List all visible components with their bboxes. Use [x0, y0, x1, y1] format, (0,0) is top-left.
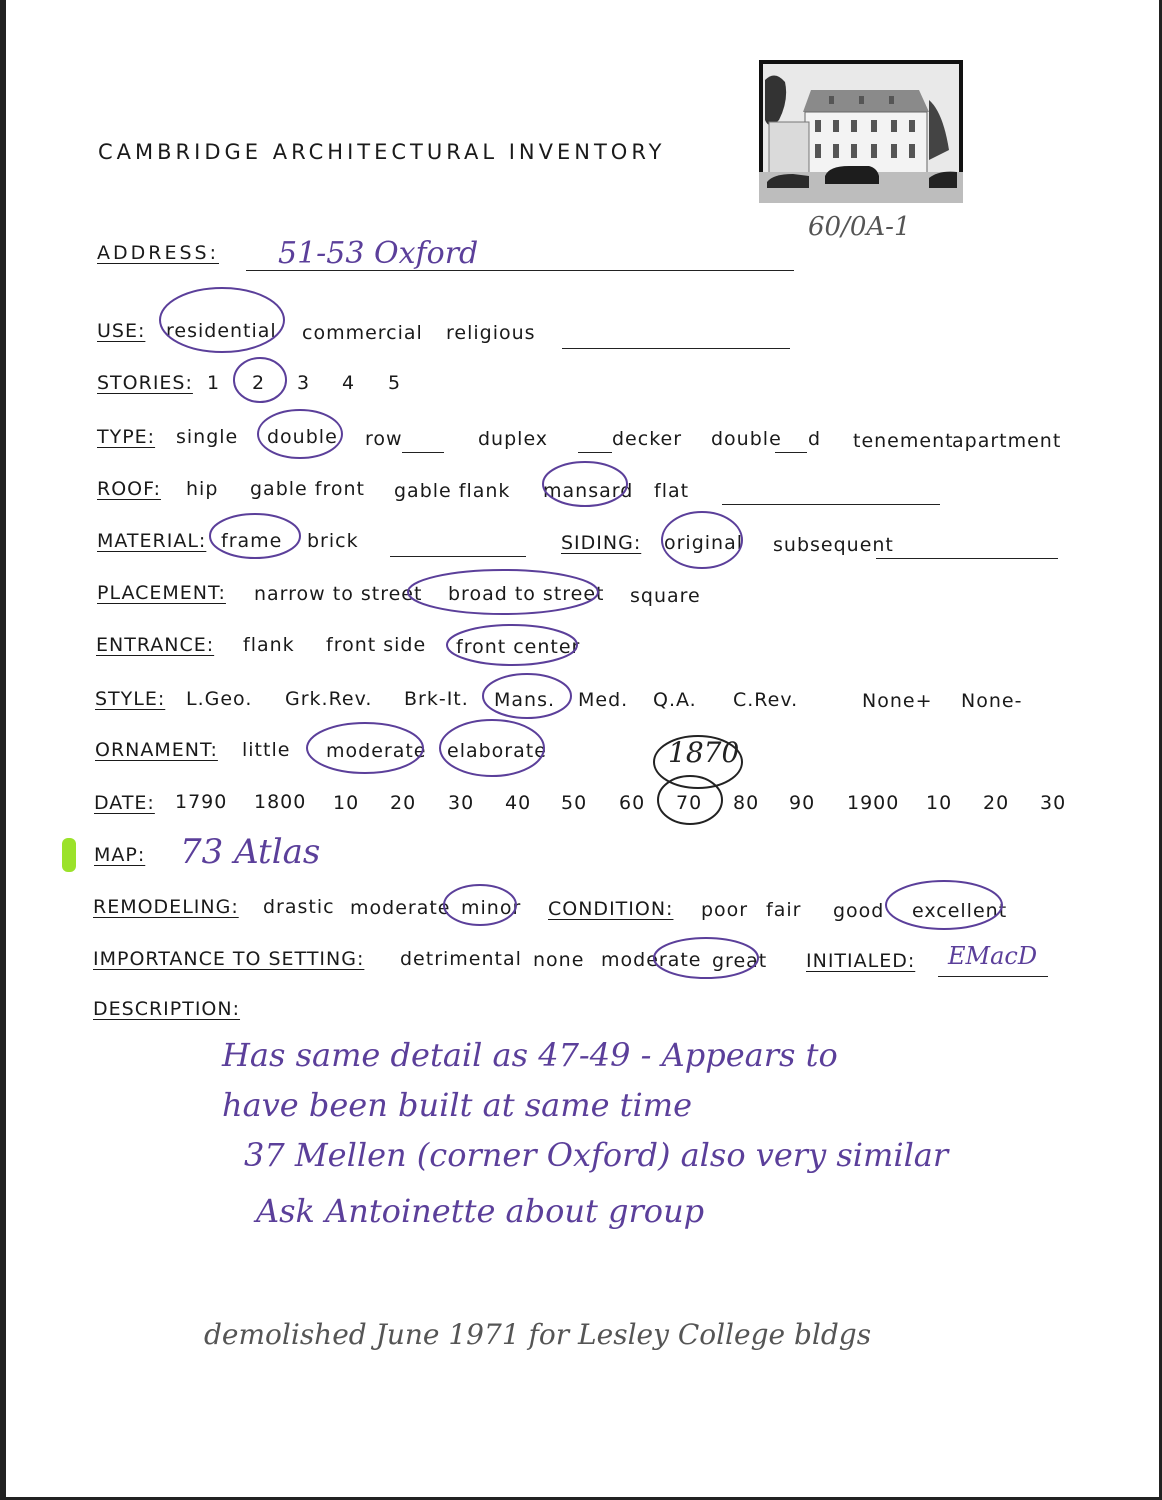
placement-label: PLACEMENT:: [97, 582, 226, 604]
type-single: single: [176, 426, 239, 448]
date-10: 10: [333, 792, 360, 814]
form-title: CAMBRIDGE ARCHITECTURAL INVENTORY: [98, 140, 666, 164]
roof-gable-flank: gable flank: [394, 480, 511, 502]
roof-mansard: mansard: [543, 480, 634, 502]
material-label: MATERIAL:: [97, 530, 207, 552]
description-line-1: Has same detail as 47-49 - Appears to: [222, 1036, 838, 1074]
date-handwritten: 1870: [668, 736, 740, 769]
date-1920: 20: [983, 792, 1010, 814]
type-tenement: tenement: [853, 430, 954, 452]
type-double-d-line: [775, 452, 807, 453]
entrance-label: ENTRANCE:: [96, 634, 215, 656]
description-line-2: have been built at same time: [222, 1086, 693, 1124]
material-frame: frame: [221, 530, 283, 552]
remodeling-minor: minor: [461, 897, 522, 919]
entrance-front-side: front side: [326, 634, 427, 656]
address-value: 51-53 Oxford: [278, 236, 479, 271]
siding-other-line: [876, 558, 1058, 559]
stories-4: 4: [342, 372, 356, 394]
material-brick: brick: [307, 530, 359, 552]
remodeling-moderate: moderate: [350, 897, 451, 919]
stories-label: STORIES:: [97, 372, 193, 394]
type-duplex: duplex: [478, 428, 549, 450]
importance-great: great: [712, 950, 768, 972]
photo-reference: 60/0A-1: [808, 212, 911, 242]
map-value: 73 Atlas: [180, 832, 321, 872]
siding-original: original: [664, 532, 744, 554]
demolition-note: demolished June 1971 for Lesley College bldgs: [204, 1318, 872, 1351]
style-qa: Q.A.: [653, 689, 697, 711]
type-label: TYPE:: [97, 426, 156, 448]
date-label: DATE:: [94, 792, 155, 814]
style-med: Med.: [578, 689, 629, 711]
type-double: double: [267, 426, 338, 448]
style-none-plus: None+: [862, 690, 933, 712]
condition-poor: poor: [701, 899, 749, 921]
building-photo: [759, 60, 963, 203]
importance-label: IMPORTANCE TO SETTING:: [93, 948, 365, 970]
condition-good: good: [833, 900, 885, 922]
type-double-d: double: [711, 428, 782, 450]
roof-other-line: [722, 504, 940, 505]
roof-label: ROOF:: [97, 478, 161, 500]
entrance-front-center: front center: [456, 636, 581, 658]
description-line-3: 37 Mellen (corner Oxford) also very similar: [244, 1136, 949, 1174]
date-1790: 1790: [175, 791, 228, 813]
importance-moderate: moderate: [601, 949, 702, 971]
stories-1: 1: [207, 372, 221, 394]
importance-detrimental: detrimental: [400, 948, 522, 970]
description-line-4: Ask Antoinette about group: [256, 1192, 705, 1230]
condition-fair: fair: [766, 899, 802, 921]
date-50: 50: [561, 792, 588, 814]
style-label: STYLE:: [95, 688, 166, 710]
stories-3: 3: [297, 372, 311, 394]
date-80: 80: [733, 792, 760, 814]
type-decker-line: [578, 452, 612, 453]
remodeling-label: REMODELING:: [93, 896, 239, 918]
map-label: MAP:: [94, 844, 146, 866]
stories-5: 5: [388, 372, 402, 394]
style-grkrev: Grk.Rev.: [285, 688, 373, 710]
date-1910: 10: [926, 792, 953, 814]
stories-2: 2: [252, 372, 266, 394]
remodeling-drastic: drastic: [263, 896, 335, 918]
roof-flat: flat: [654, 480, 690, 502]
date-60: 60: [619, 792, 646, 814]
initialed-line: [938, 976, 1048, 977]
ornament-little: little: [242, 739, 291, 761]
siding-subsequent: subsequent: [773, 534, 894, 556]
type-row-line: [402, 452, 444, 453]
date-30: 30: [448, 792, 475, 814]
style-none-minus: None-: [961, 690, 1023, 712]
style-mans: Mans.: [494, 689, 556, 711]
date-1900: 1900: [847, 792, 900, 814]
placement-broad: broad to street: [448, 583, 605, 605]
use-residential: residential: [166, 320, 277, 342]
date-90: 90: [789, 792, 816, 814]
placement-square: square: [630, 585, 701, 607]
date-1800: 1800: [254, 791, 307, 813]
initialed-value: EMacD: [948, 942, 1038, 970]
date-20: 20: [390, 792, 417, 814]
date-1930: 30: [1040, 792, 1067, 814]
importance-none: none: [533, 949, 585, 971]
ornament-moderate: moderate: [326, 740, 427, 762]
use-other-line: [562, 348, 790, 349]
highlighter-mark: [62, 838, 76, 872]
type-apartment: apartment: [952, 430, 1062, 452]
date-70: 70: [676, 792, 703, 814]
type-decker: decker: [612, 428, 683, 450]
entrance-flank: flank: [243, 634, 295, 656]
roof-hip: hip: [186, 478, 219, 500]
use-label: USE:: [97, 320, 146, 342]
date-40: 40: [505, 792, 532, 814]
type-d: d: [808, 428, 822, 450]
style-crev: C.Rev.: [733, 689, 799, 711]
use-religious: religious: [446, 322, 536, 344]
placement-narrow: narrow to street: [254, 583, 423, 605]
condition-excellent: excellent: [912, 900, 1008, 922]
description-label: DESCRIPTION:: [93, 998, 241, 1020]
ornament-elaborate: elaborate: [447, 740, 547, 762]
ornament-label: ORNAMENT:: [95, 739, 218, 761]
style-brkit: Brk-It.: [404, 688, 469, 710]
use-commercial: commercial: [302, 322, 423, 344]
initialed-label: INITIALED:: [806, 950, 916, 972]
style-lgeo: L.Geo.: [186, 688, 253, 710]
condition-label: CONDITION:: [548, 898, 674, 920]
roof-gable-front: gable front: [250, 478, 365, 500]
material-other-line: [390, 556, 526, 557]
type-row: row: [365, 428, 403, 450]
address-label: ADDRESS:: [97, 242, 219, 264]
siding-label: SIDING:: [561, 532, 642, 554]
